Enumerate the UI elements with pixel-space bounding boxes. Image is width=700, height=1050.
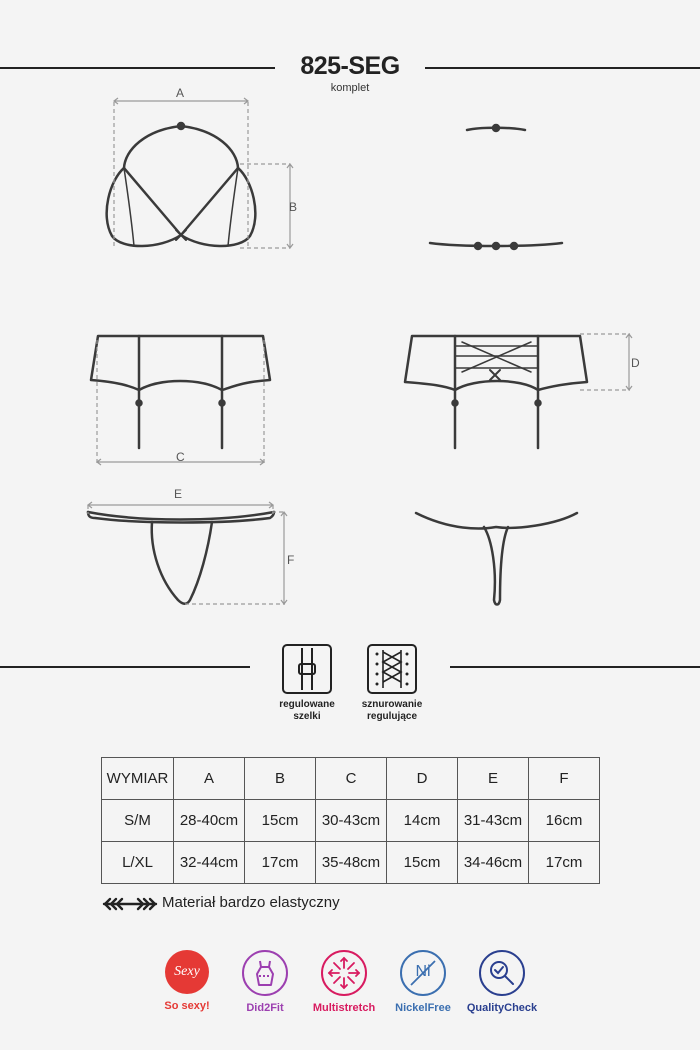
page-subtitle: komplet (330, 82, 370, 94)
table-row (102, 842, 600, 884)
feature-label-line2: regulujące (366, 711, 418, 722)
table-row (102, 800, 600, 842)
badge-label: So sexy! (164, 1000, 210, 1012)
badge-did2fit (220, 950, 310, 1014)
table-cell: 31-43cm (458, 800, 529, 842)
table-cell: 15cm (245, 800, 316, 842)
badge-qualitycheck (457, 950, 547, 1014)
table-cell: 32-44cm (174, 842, 245, 884)
table-header-row (102, 758, 600, 800)
table-cell: 17cm (245, 842, 316, 884)
dimension-label-b: B (289, 200, 298, 214)
multistretch-icon (321, 950, 367, 996)
dimension-label-f: F (287, 553, 295, 567)
feature-lacing (337, 644, 447, 723)
badge-label: QualityCheck (466, 1002, 538, 1014)
lacing-icon (367, 644, 417, 694)
table-header-cell: WYMIAR (102, 758, 174, 800)
table-header-cell: A (174, 758, 245, 800)
elastic-arrows-icon (102, 897, 158, 911)
table-cell: 14cm (387, 800, 458, 842)
badge-label: Did2Fit (246, 1002, 284, 1014)
table-header-cell: C (316, 758, 387, 800)
page-title: 825-SEG (300, 52, 400, 80)
size-table (101, 757, 600, 884)
nickel-free-icon (400, 950, 446, 996)
table-cell: S/M (102, 800, 174, 842)
table-cell: L/XL (102, 842, 174, 884)
table-header-cell: D (387, 758, 458, 800)
table-header-cell: B (245, 758, 316, 800)
material-note: Materiał bardzo elastyczny (162, 894, 340, 911)
badge-nickelfree (378, 950, 468, 1014)
feature-label-line1: sznurowanie (361, 699, 423, 710)
dimension-label-e: E (174, 487, 183, 501)
badge-multistretch (299, 950, 389, 1014)
table-cell: 30-43cm (316, 800, 387, 842)
table-cell: 15cm (387, 842, 458, 884)
bra-back-drawing (430, 125, 562, 249)
feature-rule-left (0, 666, 250, 668)
feature-label-line2: szelki (293, 711, 321, 722)
table-header-cell: F (529, 758, 600, 800)
badge-label: NickelFree (395, 1002, 451, 1014)
dimension-label-d: D (631, 356, 640, 370)
dimension-label-a: A (176, 86, 185, 100)
sexy-icon-text: Sexy (174, 964, 200, 979)
table-cell: 35-48cm (316, 842, 387, 884)
nickel-free-icon-text: Ni (415, 963, 431, 980)
thong-front-drawing (88, 512, 274, 604)
table-cell: 17cm (529, 842, 600, 884)
badge-label: Multistretch (312, 1002, 376, 1014)
dimension-label-c: C (176, 450, 185, 464)
thong-back-drawing (416, 513, 577, 605)
bra-front-drawing (107, 123, 256, 246)
table-header-cell: E (458, 758, 529, 800)
adjustable-straps-icon (282, 644, 332, 694)
table-cell: 16cm (529, 800, 600, 842)
quality-check-icon (479, 950, 525, 996)
feature-rule-right (450, 666, 700, 668)
table-cell: 28-40cm (174, 800, 245, 842)
sexy-icon (165, 950, 209, 994)
feature-label-line1: regulowane (279, 699, 335, 710)
dress-icon (242, 950, 288, 996)
badge-sexy (142, 950, 232, 1012)
garter-belt-front-drawing (91, 336, 270, 448)
garter-belt-back-drawing (405, 336, 587, 448)
table-cell: 34-46cm (458, 842, 529, 884)
